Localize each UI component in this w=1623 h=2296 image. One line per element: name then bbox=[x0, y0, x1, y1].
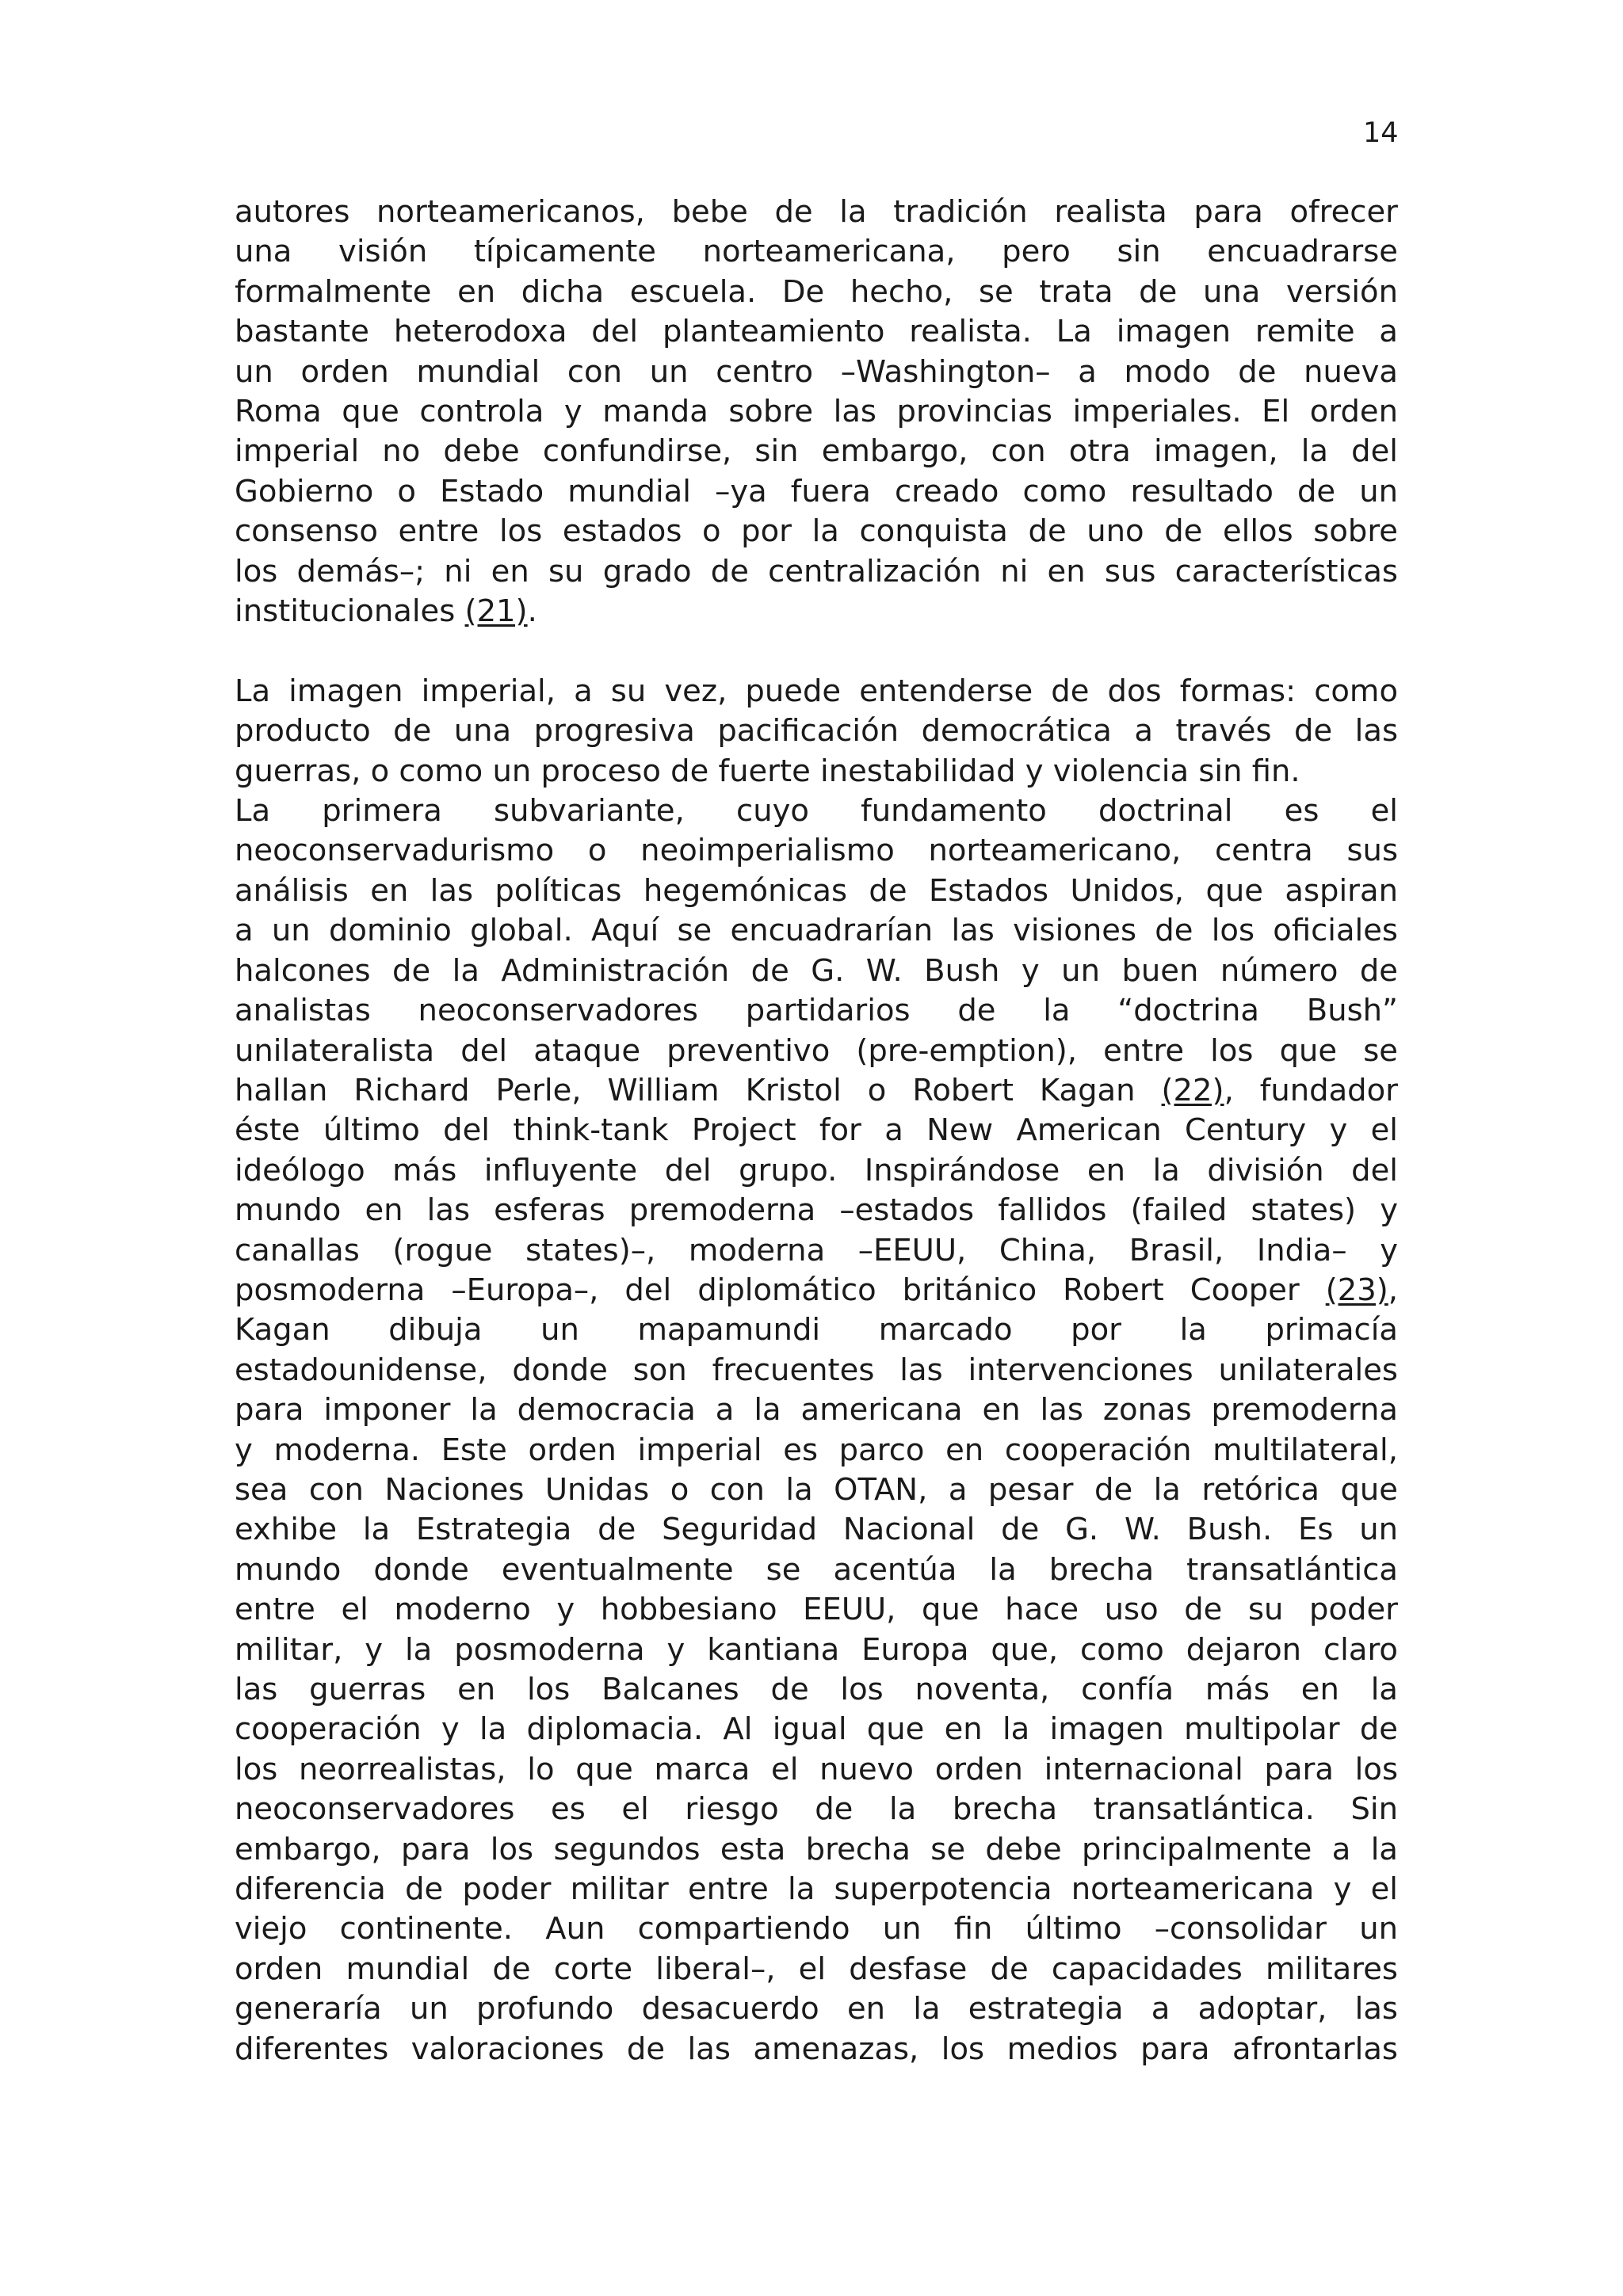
text-line bbox=[235, 1271, 1398, 1310]
footnote-link-22[interactable]: (22) bbox=[1161, 1072, 1224, 1108]
text-line: neoconservadores es el riesgo de la brecha transatlántica. Sin bbox=[235, 1791, 1398, 1828]
text-line: Gobierno o Estado mundial –ya fuera creado como resultado de un bbox=[235, 473, 1398, 509]
text-line: embargo, para los segundos esta brecha se debe principalmente a la bbox=[235, 1831, 1398, 1867]
text-line: las guerras en los Balcanes de los noventa, confía más en la bbox=[235, 1672, 1398, 1708]
text-segment: hallan Richard Perle, William Kristol o Robert Kagan bbox=[235, 1072, 1162, 1108]
text-line: halcones de la Administración de G. W. Bush y un buen número de bbox=[235, 952, 1398, 989]
text-line: éste último del think-tank Project for a New American Century y el bbox=[235, 1112, 1398, 1149]
text-segment: , bbox=[1388, 1272, 1398, 1308]
text-line: a un dominio global. Aquí se encuadrarían las visiones de los oficiales bbox=[235, 913, 1398, 949]
text-line: una visión típicamente norteamericana, pero sin encuadrarse bbox=[235, 234, 1398, 270]
text-line: un orden mundial con un centro –Washington– a modo de nueva bbox=[235, 353, 1398, 390]
text-line: analistas neoconservadores partidarios de la “doctrina Bush” bbox=[235, 993, 1398, 1029]
text-line: mundo en las esferas premoderna –estados fallidos (failed states) y bbox=[235, 1192, 1398, 1229]
text-line: producto de una progresiva pacificación democrática a través de las bbox=[235, 713, 1398, 749]
text-line: cooperación y la diplomacia. Al igual que en la imagen multipolar de bbox=[235, 1711, 1398, 1748]
text-segment: . bbox=[527, 593, 537, 630]
text-line: militar, y la posmoderna y kantiana Europa que, como dejaron claro bbox=[235, 1631, 1398, 1668]
text-line: Roma que controla y manda sobre las provincias imperiales. El orden bbox=[235, 394, 1398, 430]
text-line: generaría un profundo desacuerdo en la estrategia a adoptar, las bbox=[235, 1991, 1398, 2027]
text-line bbox=[235, 592, 1398, 631]
text-line: mundo donde eventualmente se acentúa la brecha transatlántica bbox=[235, 1551, 1398, 1588]
footnote-link-21[interactable]: (21) bbox=[464, 593, 528, 630]
text-line: ideólogo más influyente del grupo. Inspirándose en la división del bbox=[235, 1152, 1398, 1188]
text-line: viejo continente. Aun compartiendo un fin último –consolidar un bbox=[235, 1911, 1398, 1947]
text-line: formalmente en dicha escuela. De hecho, se trata de una versión bbox=[235, 273, 1398, 310]
page-number: 14 bbox=[1363, 117, 1399, 149]
text-line: autores norteamericanos, bebe de la tradición realista para ofrecer bbox=[235, 194, 1398, 230]
text-segment: , fundador bbox=[1224, 1072, 1398, 1108]
text-line: para imponer la democracia a la americana en las zonas premoderna bbox=[235, 1392, 1398, 1428]
text-line: imperial no debe confundirse, sin embargo, con otra imagen, la del bbox=[235, 433, 1398, 470]
paragraph-gap bbox=[235, 631, 1398, 671]
text-line: guerras, o como un proceso de fuerte inestabilidad y violencia sin fin. bbox=[235, 753, 1300, 789]
text-line: consenso entre los estados o por la conquista de uno de ellos sobre bbox=[235, 513, 1398, 550]
paragraph-3 bbox=[235, 791, 1398, 2069]
text-line: diferencia de poder militar entre la superpotencia norteamericana y el bbox=[235, 1871, 1398, 1908]
text-line: estadounidense, donde son frecuentes las intervenciones unilaterales bbox=[235, 1352, 1398, 1388]
text-line: los demás–; ni en su grado de centralización ni en sus características bbox=[235, 553, 1398, 589]
text-line: los neorrealistas, lo que marca el nuevo orden internacional para los bbox=[235, 1751, 1398, 1787]
text-segment: posmoderna –Europa–, del diplomático británico Robert Cooper bbox=[235, 1272, 1326, 1308]
text-line: análisis en las políticas hegemónicas de Estados Unidos, que aspiran bbox=[235, 872, 1398, 909]
text-line: orden mundial de corte liberal–, el desfase de capacidades militares bbox=[235, 1951, 1398, 1987]
text-segment: institucionales bbox=[235, 593, 465, 630]
text-line: exhibe la Estrategia de Seguridad Nacional de G. W. Bush. Es un bbox=[235, 1512, 1398, 1548]
paragraph-2 bbox=[235, 672, 1398, 791]
text-line: sea con Naciones Unidas o con la OTAN, a pesar de la retórica que bbox=[235, 1471, 1398, 1508]
text-line: neoconservadurismo o neoimperialismo norteamericano, centra sus bbox=[235, 833, 1398, 869]
text-line: La primera subvariante, cuyo fundamento doctrinal es el bbox=[235, 793, 1398, 830]
text-line: La imagen imperial, a su vez, puede entenderse de dos formas: como bbox=[235, 673, 1398, 709]
text-line bbox=[235, 1071, 1398, 1111]
text-line: Kagan dibuja un mapamundi marcado por la primacía bbox=[235, 1312, 1398, 1348]
body-text bbox=[235, 193, 1398, 2069]
text-line: canallas (rogue states)–, moderna –EEUU, China, Brasil, India– y bbox=[235, 1232, 1398, 1268]
text-line: diferentes valoraciones de las amenazas, los medios para afrontarlas bbox=[235, 2031, 1398, 2067]
footnote-link-23[interactable]: (23) bbox=[1325, 1272, 1388, 1308]
text-line: unilateralista del ataque preventivo (pre-emption), entre los que se bbox=[235, 1032, 1398, 1069]
text-line: y moderna. Este orden imperial es parco en cooperación multilateral, bbox=[235, 1432, 1398, 1468]
text-line: entre el moderno y hobbesiano EEUU, que hace uso de su poder bbox=[235, 1592, 1398, 1628]
text-line: bastante heterodoxa del planteamiento realista. La imagen remite a bbox=[235, 314, 1398, 350]
paragraph-1 bbox=[235, 193, 1398, 631]
